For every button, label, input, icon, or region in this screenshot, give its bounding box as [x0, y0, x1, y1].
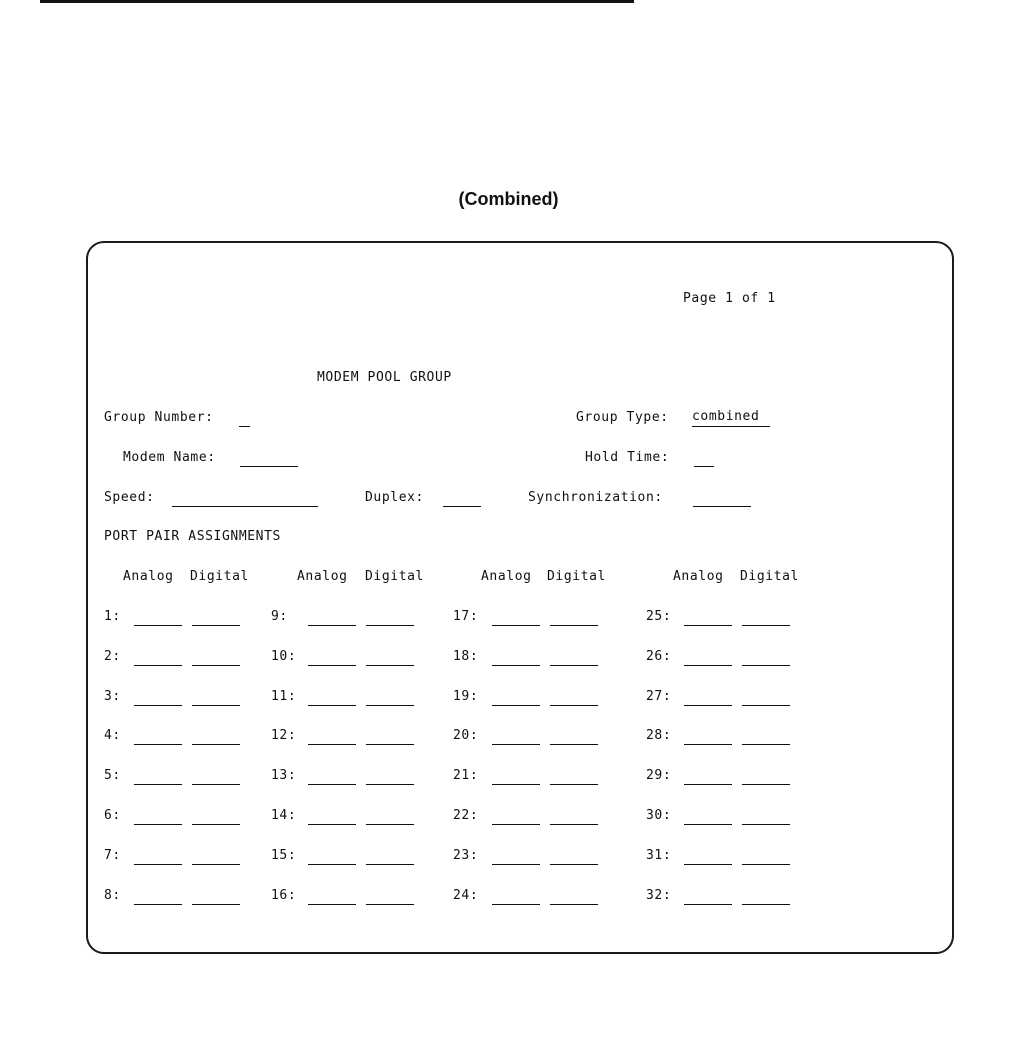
digital-port-field[interactable] [192, 888, 240, 905]
port-pair-number: 17: [453, 609, 479, 624]
analog-port-field[interactable] [308, 848, 356, 865]
analog-port-field[interactable] [308, 649, 356, 666]
column-header-analog: Analog [297, 569, 348, 584]
port-pair-number: 9: [271, 609, 288, 624]
digital-port-field[interactable] [742, 689, 790, 706]
port-pair-number: 1: [104, 609, 121, 624]
port-pair-number: 6: [104, 808, 121, 823]
digital-port-field[interactable] [742, 649, 790, 666]
digital-port-field[interactable] [192, 728, 240, 745]
modem-name-label: Modem Name: [123, 450, 216, 465]
analog-port-field[interactable] [308, 808, 356, 825]
digital-port-field[interactable] [550, 609, 598, 626]
digital-port-field[interactable] [550, 768, 598, 785]
hold-time-field[interactable] [694, 450, 714, 467]
speed-field[interactable] [172, 490, 318, 507]
digital-port-field[interactable] [366, 689, 414, 706]
digital-port-field[interactable] [742, 768, 790, 785]
column-header-analog: Analog [123, 569, 174, 584]
figure-caption: (Combined) [458, 189, 559, 209]
column-header-analog: Analog [673, 569, 724, 584]
port-pair-number: 12: [271, 728, 297, 743]
analog-port-field[interactable] [684, 609, 732, 626]
digital-port-field[interactable] [742, 808, 790, 825]
port-pair-number: 29: [646, 768, 672, 783]
analog-port-field[interactable] [134, 609, 182, 626]
digital-port-field[interactable] [742, 728, 790, 745]
port-pair-number: 22: [453, 808, 479, 823]
analog-port-field[interactable] [308, 689, 356, 706]
analog-port-field[interactable] [134, 888, 182, 905]
analog-port-field[interactable] [492, 848, 540, 865]
port-pair-number: 10: [271, 649, 297, 664]
port-pair-number: 3: [104, 689, 121, 704]
analog-port-field[interactable] [134, 768, 182, 785]
digital-port-field[interactable] [742, 848, 790, 865]
analog-port-field[interactable] [134, 689, 182, 706]
digital-port-field[interactable] [366, 848, 414, 865]
port-pair-number: 15: [271, 848, 297, 863]
group-number-field[interactable] [239, 410, 250, 427]
port-pair-number: 16: [271, 888, 297, 903]
digital-port-field[interactable] [192, 768, 240, 785]
analog-port-field[interactable] [308, 888, 356, 905]
digital-port-field[interactable] [550, 728, 598, 745]
port-pair-heading: PORT PAIR ASSIGNMENTS [104, 529, 281, 544]
port-pair-number: 24: [453, 888, 479, 903]
digital-port-field[interactable] [742, 888, 790, 905]
port-pair-number: 20: [453, 728, 479, 743]
port-pair-number: 13: [271, 768, 297, 783]
digital-port-field[interactable] [550, 808, 598, 825]
terminal-screen [86, 241, 954, 954]
duplex-label: Duplex: [365, 490, 424, 505]
analog-port-field[interactable] [492, 768, 540, 785]
analog-port-field[interactable] [134, 808, 182, 825]
port-pair-number: 11: [271, 689, 297, 704]
analog-port-field[interactable] [684, 888, 732, 905]
digital-port-field[interactable] [550, 848, 598, 865]
digital-port-field[interactable] [192, 848, 240, 865]
column-header-digital: Digital [190, 569, 249, 584]
port-pair-number: 18: [453, 649, 479, 664]
digital-port-field[interactable] [192, 649, 240, 666]
synchronization-label: Synchronization: [528, 490, 663, 505]
port-pair-number: 27: [646, 689, 672, 704]
analog-port-field[interactable] [684, 728, 732, 745]
port-pair-number: 31: [646, 848, 672, 863]
port-pair-number: 8: [104, 888, 121, 903]
group-type-label: Group Type: [576, 410, 669, 425]
port-pair-number: 2: [104, 649, 121, 664]
top-rule [40, 0, 634, 3]
analog-port-field[interactable] [134, 728, 182, 745]
analog-port-field[interactable] [134, 649, 182, 666]
digital-port-field[interactable] [550, 649, 598, 666]
port-pair-number: 21: [453, 768, 479, 783]
form-title: MODEM POOL GROUP [317, 370, 452, 385]
speed-label: Speed: [104, 490, 155, 505]
group-number-label: Group Number: [104, 410, 214, 425]
digital-port-field[interactable] [366, 728, 414, 745]
analog-port-field[interactable] [308, 768, 356, 785]
analog-port-field[interactable] [308, 609, 356, 626]
analog-port-field[interactable] [492, 728, 540, 745]
group-type-field[interactable]: combined [692, 410, 770, 427]
port-pair-number: 28: [646, 728, 672, 743]
analog-port-field[interactable] [684, 649, 732, 666]
digital-port-field[interactable] [366, 649, 414, 666]
analog-port-field[interactable] [684, 848, 732, 865]
digital-port-field[interactable] [550, 689, 598, 706]
duplex-field[interactable] [443, 490, 481, 507]
analog-port-field[interactable] [492, 808, 540, 825]
port-pair-number: 25: [646, 609, 672, 624]
port-pair-number: 30: [646, 808, 672, 823]
analog-port-field[interactable] [308, 728, 356, 745]
digital-port-field[interactable] [742, 609, 790, 626]
digital-port-field[interactable] [366, 808, 414, 825]
column-header-digital: Digital [547, 569, 606, 584]
page-indicator: Page 1 of 1 [683, 291, 776, 306]
digital-port-field[interactable] [366, 768, 414, 785]
analog-port-field[interactable] [492, 649, 540, 666]
digital-port-field[interactable] [192, 808, 240, 825]
column-header-digital: Digital [740, 569, 799, 584]
port-pair-number: 7: [104, 848, 121, 863]
modem-name-field[interactable] [240, 450, 298, 467]
digital-port-field[interactable] [192, 689, 240, 706]
analog-port-field[interactable] [492, 689, 540, 706]
analog-port-field[interactable] [134, 848, 182, 865]
hold-time-label: Hold Time: [585, 450, 670, 465]
column-header-digital: Digital [365, 569, 424, 584]
port-pair-number: 14: [271, 808, 297, 823]
port-pair-number: 19: [453, 689, 479, 704]
analog-port-field[interactable] [684, 768, 732, 785]
synchronization-field[interactable] [693, 490, 751, 507]
digital-port-field[interactable] [366, 888, 414, 905]
analog-port-field[interactable] [684, 808, 732, 825]
digital-port-field[interactable] [192, 609, 240, 626]
port-pair-number: 26: [646, 649, 672, 664]
digital-port-field[interactable] [366, 609, 414, 626]
analog-port-field[interactable] [492, 888, 540, 905]
digital-port-field[interactable] [550, 888, 598, 905]
port-pair-number: 32: [646, 888, 672, 903]
analog-port-field[interactable] [684, 689, 732, 706]
port-pair-number: 4: [104, 728, 121, 743]
column-header-analog: Analog [481, 569, 532, 584]
port-pair-number: 23: [453, 848, 479, 863]
analog-port-field[interactable] [492, 609, 540, 626]
port-pair-number: 5: [104, 768, 121, 783]
